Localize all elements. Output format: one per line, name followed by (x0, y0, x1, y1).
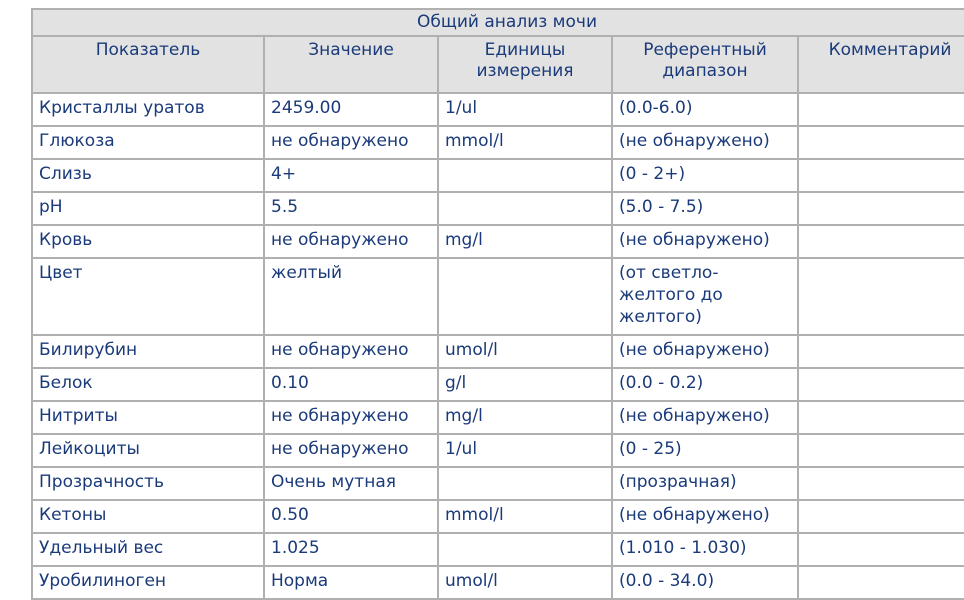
cell-indicator: Уробилиноген (32, 566, 264, 599)
table-row (32, 159, 964, 192)
cell-value: 1.025 (264, 533, 438, 566)
column-header-reference: Референтный диапазон (612, 36, 798, 93)
cell-value: 0.10 (264, 368, 438, 401)
cell-comment (798, 500, 964, 533)
cell-reference: (0.0-6.0) (612, 93, 798, 126)
cell-reference: (от светло-желтого до желтого) (612, 258, 798, 335)
cell-indicator: pH (32, 192, 264, 225)
cell-units: umol/l (438, 566, 612, 599)
column-header-indicator: Показатель (32, 36, 264, 93)
urinalysis-table (31, 8, 964, 600)
cell-units (438, 192, 612, 225)
cell-comment (798, 159, 964, 192)
cell-value: не обнаружено (264, 225, 438, 258)
cell-units: 1/ul (438, 93, 612, 126)
cell-reference: (не обнаружено) (612, 500, 798, 533)
table-row (32, 93, 964, 126)
column-header-value: Значение (264, 36, 438, 93)
cell-indicator: Прозрачность (32, 467, 264, 500)
cell-units (438, 159, 612, 192)
cell-indicator: Нитриты (32, 401, 264, 434)
cell-units: mmol/l (438, 500, 612, 533)
cell-reference: (0 - 2+) (612, 159, 798, 192)
cell-indicator: Глюкоза (32, 126, 264, 159)
cell-comment (798, 225, 964, 258)
cell-units: mg/l (438, 401, 612, 434)
cell-value: Очень мутная (264, 467, 438, 500)
cell-comment (798, 533, 964, 566)
cell-comment (798, 368, 964, 401)
cell-reference: (прозрачная) (612, 467, 798, 500)
table-row (32, 467, 964, 500)
cell-comment (798, 258, 964, 335)
cell-value: 2459.00 (264, 93, 438, 126)
table-row (32, 434, 964, 467)
urinalysis-table-container (31, 8, 964, 600)
cell-value: 0.50 (264, 500, 438, 533)
cell-value: не обнаружено (264, 126, 438, 159)
cell-comment (798, 467, 964, 500)
cell-reference: (не обнаружено) (612, 225, 798, 258)
cell-reference: (не обнаружено) (612, 126, 798, 159)
cell-value: 4+ (264, 159, 438, 192)
cell-units: mg/l (438, 225, 612, 258)
cell-reference: (не обнаружено) (612, 401, 798, 434)
cell-units: g/l (438, 368, 612, 401)
cell-value: 5.5 (264, 192, 438, 225)
cell-units: mmol/l (438, 126, 612, 159)
cell-indicator: Лейкоциты (32, 434, 264, 467)
cell-units (438, 467, 612, 500)
cell-units (438, 258, 612, 335)
cell-indicator: Кровь (32, 225, 264, 258)
cell-comment (798, 192, 964, 225)
cell-reference: (0.0 - 0.2) (612, 368, 798, 401)
cell-indicator: Кристаллы уратов (32, 93, 264, 126)
table-caption: Общий анализ мочи (32, 9, 964, 36)
cell-comment (798, 335, 964, 368)
cell-reference: (0 - 25) (612, 434, 798, 467)
table-row (32, 500, 964, 533)
table-row (32, 335, 964, 368)
cell-value: желтый (264, 258, 438, 335)
cell-indicator: Кетоны (32, 500, 264, 533)
cell-comment (798, 566, 964, 599)
cell-value: не обнаружено (264, 335, 438, 368)
cell-value: не обнаружено (264, 401, 438, 434)
table-row (32, 258, 964, 335)
cell-indicator: Цвет (32, 258, 264, 335)
cell-units (438, 533, 612, 566)
cell-value: Норма (264, 566, 438, 599)
cell-indicator: Белок (32, 368, 264, 401)
cell-reference: (1.010 - 1.030) (612, 533, 798, 566)
table-row (32, 401, 964, 434)
cell-comment (798, 93, 964, 126)
cell-reference: (не обнаружено) (612, 335, 798, 368)
cell-comment (798, 434, 964, 467)
table-row (32, 368, 964, 401)
cell-reference: (5.0 - 7.5) (612, 192, 798, 225)
cell-indicator: Удельный вес (32, 533, 264, 566)
table-row (32, 566, 964, 599)
cell-indicator: Слизь (32, 159, 264, 192)
cell-comment (798, 126, 964, 159)
table-row (32, 225, 964, 258)
table-row (32, 192, 964, 225)
table-row (32, 533, 964, 566)
cell-units: 1/ul (438, 434, 612, 467)
cell-reference: (0.0 - 34.0) (612, 566, 798, 599)
cell-units: umol/l (438, 335, 612, 368)
cell-value: не обнаружено (264, 434, 438, 467)
table-row (32, 126, 964, 159)
cell-indicator: Билирубин (32, 335, 264, 368)
cell-comment (798, 401, 964, 434)
column-header-units: Единицы измерения (438, 36, 612, 93)
column-header-comment: Комментарий (798, 36, 964, 93)
